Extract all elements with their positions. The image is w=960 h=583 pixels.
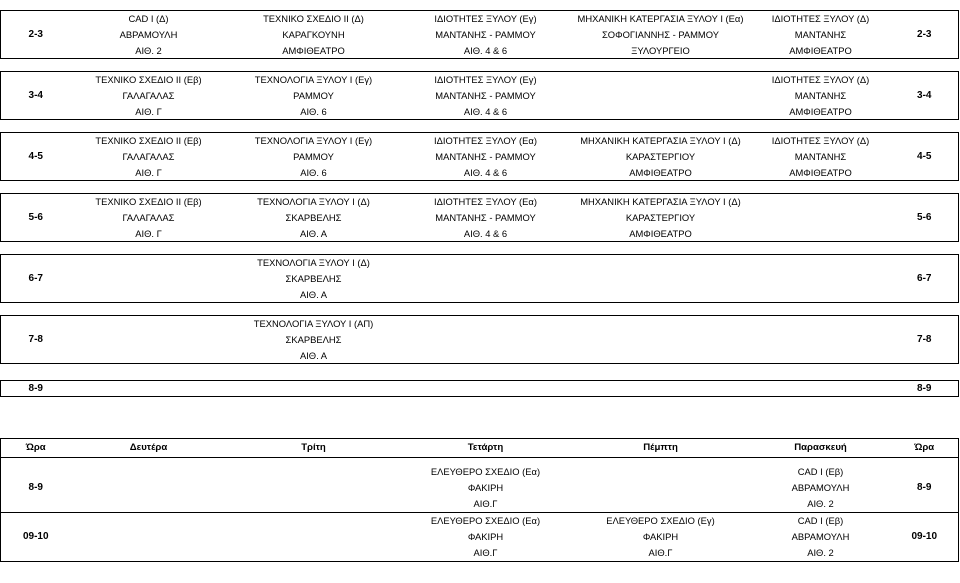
schedule-cell (71, 271, 227, 287)
schedule-cell (571, 104, 751, 120)
hour-label-right: 8-9 (891, 381, 959, 397)
schedule-cell (227, 381, 401, 397)
day-header-monday: Δευτέρα (71, 439, 227, 458)
schedule-cell (71, 513, 227, 530)
schedule-cell: ΑΙΘ.Γ (473, 498, 498, 510)
schedule-cell (227, 464, 401, 480)
schedule-cell: CAD I (Δ) (71, 11, 227, 27)
evening-schedule-table (0, 438, 959, 562)
schedule-cell (751, 348, 891, 364)
weekly-row (1, 226, 959, 242)
hour-label-right: 4-5 (891, 133, 959, 181)
hour-label-left: 4-5 (1, 133, 71, 181)
schedule-cell: ΙΔΙΟΤΗΤΕΣ ΞΥΛΟΥ (Εγ) (401, 72, 571, 88)
hour-label-left: 8-9 (1, 381, 71, 397)
evening-row (1, 513, 959, 530)
weekly-row (1, 104, 959, 120)
schedule-cell (401, 332, 571, 348)
schedule-cell: ΦΑΚΙΡΗ (467, 531, 504, 543)
schedule-cell: ΑΜΦΙΘΕΑΤΡΟ (751, 104, 891, 120)
schedule-cell (401, 348, 571, 364)
schedule-cell: ΑΙΘ. 4 & 6 (401, 226, 571, 242)
schedule-cell: ΑΙΘ. 6 (227, 104, 401, 120)
schedule-cell: ΜΑΝΤΑΝΗΣ - ΡΑΜΜΟΥ (435, 89, 536, 101)
schedule-cell: ΓΑΛΑΓΑΛΑΣ (122, 89, 175, 101)
evening-row (1, 464, 959, 480)
schedule-cell (571, 316, 751, 332)
schedule-cell: ΑΜΦΙΘΕΑΤΡΟ (227, 43, 401, 59)
day-header-thursday: Πέμπτη (571, 439, 751, 458)
schedule-cell (227, 513, 401, 530)
weekly-schedule-body (1, 11, 959, 397)
schedule-cell: ΑΙΘ. Α (227, 226, 401, 242)
schedule-cell: ΦΑΚΙΡΗ (642, 531, 679, 543)
weekly-row (1, 194, 959, 210)
hour-label-left: 3-4 (1, 72, 71, 120)
schedule-cell (571, 88, 751, 104)
schedule-cell: CAD I (Εβ) (751, 513, 891, 530)
evening-row (1, 496, 959, 513)
schedule-cell: ΤΕΧΝΙΚΟ ΣΧΕΔΙΟ ΙΙ (Εβ) (71, 194, 227, 210)
schedule-cell (751, 271, 891, 287)
schedule-cell: ΣΚΑΡΒΕΛΗΣ (285, 333, 342, 345)
schedule-cell: ΑΙΘ. 2 (807, 498, 834, 510)
day-header-wednesday: Τετάρτη (401, 439, 571, 458)
hour-label-left: 8-9 (28, 482, 43, 493)
schedule-cell: ΓΑΛΑΓΑΛΑΣ (122, 211, 175, 223)
schedule-cell: CAD I (Εβ) (797, 466, 844, 478)
row-spacer (1, 364, 959, 381)
schedule-cell: ΚΑΡΑΣΤΕΡΓΙΟΥ (625, 211, 696, 223)
schedule-cell (71, 496, 227, 513)
schedule-cell: ΜΑΝΤΑΝΗΣ - ΡΑΜΜΟΥ (435, 28, 536, 40)
schedule-cell: ΜΑΝΤΑΝΗΣ - ΡΑΜΜΟΥ (435, 150, 536, 162)
schedule-cell (71, 529, 227, 545)
schedule-cell: ΑΜΦΙΘΕΑΤΡΟ (571, 165, 751, 181)
schedule-cell: ΣΚΑΡΒΕΛΗΣ (285, 272, 342, 284)
schedule-cell: ΙΔΙΟΤΗΤΕΣ ΞΥΛΟΥ (Δ) (751, 72, 891, 88)
schedule-cell (751, 210, 891, 226)
row-spacer (1, 242, 959, 255)
schedule-cell (71, 255, 227, 271)
schedule-cell: ΤΕΧΝΙΚΟ ΣΧΕΔΙΟ ΙΙ (Εβ) (71, 133, 227, 149)
schedule-cell: ΑΒΡΑΜΟΥΛΗ (791, 482, 850, 494)
row-spacer (1, 303, 959, 316)
weekly-row (1, 332, 959, 348)
schedule-cell (751, 332, 891, 348)
schedule-cell (227, 529, 401, 545)
schedule-cell: ΜΑΝΤΑΝΗΣ (794, 150, 847, 162)
schedule-cell (751, 316, 891, 332)
schedule-cell: ΑΙΘ. Γ (71, 104, 227, 120)
schedule-cell (227, 496, 401, 513)
hour-header-left: Ώρα (1, 439, 71, 458)
schedule-cell: ΤΕΧΝΟΛΟΓΙΑ ΞΥΛΟΥ Ι (Εγ) (227, 133, 401, 149)
schedule-cell: ΙΔΙΟΤΗΤΕΣ ΞΥΛΟΥ (Δ) (751, 11, 891, 27)
weekly-row (1, 271, 959, 287)
schedule-cell (751, 226, 891, 242)
weekly-row (1, 316, 959, 332)
schedule-cell (571, 255, 751, 271)
schedule-cell (71, 348, 227, 364)
schedule-cell: ΑΙΘ. 4 & 6 (401, 104, 571, 120)
hour-label-right: 5-6 (891, 194, 959, 242)
schedule-cell (571, 72, 751, 88)
spacer-cell (1, 59, 959, 72)
schedule-cell: ΜΑΝΤΑΝΗΣ (794, 89, 847, 101)
schedule-cell: ΑΙΘ. 4 & 6 (401, 165, 571, 181)
schedule-cell (71, 545, 227, 562)
schedule-cell: ΤΕΧΝΟΛΟΓΙΑ ΞΥΛΟΥ Ι (Εγ) (227, 72, 401, 88)
schedule-cell: ΜΑΝΤΑΝΗΣ - ΡΑΜΜΟΥ (435, 211, 536, 223)
row-spacer (1, 59, 959, 72)
hour-header-right: Ώρα (891, 439, 959, 458)
spacer-cell (1, 303, 959, 316)
weekly-row (1, 381, 959, 397)
schedule-cell: ΜΗΧΑΝΙΚΗ ΚΑΤΕΡΓΑΣΙΑ ΞΥΛΟΥ Ι (Δ) (571, 133, 751, 149)
hour-label-left: 5-6 (1, 194, 71, 242)
weekly-row (1, 287, 959, 303)
schedule-cell (71, 480, 227, 496)
schedule-cell: ΑΒΡΑΜΟΥΛΗ (119, 28, 178, 40)
schedule-cell: ΑΙΘ. 6 (227, 165, 401, 181)
schedule-cell: ΜΗΧΑΝΙΚΗ ΚΑΤΕΡΓΑΣΙΑ ΞΥΛΟΥ Ι (Εα) (571, 11, 751, 27)
schedule-cell (227, 545, 401, 562)
schedule-cell: ΑΜΦΙΘΕΑΤΡΟ (571, 226, 751, 242)
schedule-cell: ΑΙΘ. Γ (71, 165, 227, 181)
weekly-row (1, 133, 959, 149)
schedule-cell: ΑΜΦΙΘΕΑΤΡΟ (751, 165, 891, 181)
weekly-row (1, 72, 959, 88)
schedule-cell: ΑΙΘ. Γ (71, 226, 227, 242)
evening-row (1, 480, 959, 496)
schedule-cell: ΑΙΘ.Γ (648, 547, 673, 559)
row-spacer (1, 120, 959, 133)
hour-label-right: 8-9 (917, 482, 932, 493)
schedule-cell (71, 287, 227, 303)
weekly-row (1, 43, 959, 59)
hour-label-left: 09-10 (1, 513, 71, 562)
schedule-cell (571, 271, 751, 287)
hour-label-left: 6-7 (1, 255, 71, 303)
schedule-cell: ΤΕΧΝΟΛΟΓΙΑ ΞΥΛΟΥ Ι (Δ) (227, 194, 401, 210)
schedule-cell (751, 381, 891, 397)
schedule-cell (401, 271, 571, 287)
spacer-cell (1, 181, 959, 194)
day-header-tuesday: Τρίτη (227, 439, 401, 458)
day-header-row (1, 439, 959, 458)
weekly-row (1, 88, 959, 104)
schedule-cell (751, 287, 891, 303)
schedule-cell: ΙΔΙΟΤΗΤΕΣ ΞΥΛΟΥ (Δ) (751, 133, 891, 149)
hour-label-right: 7-8 (891, 316, 959, 364)
schedule-cell: ΡΑΜΜΟΥ (293, 150, 334, 162)
schedule-cell: ΡΑΜΜΟΥ (293, 89, 334, 101)
weekly-row (1, 11, 959, 27)
schedule-cell: ΑΙΘ. Α (227, 348, 401, 364)
schedule-cell: ΕΛΕΥΘΕΡΟ ΣΧΕΔΙΟ (Εα) (430, 466, 541, 478)
schedule-cell (401, 381, 571, 397)
schedule-cell: ΤΕΧΝΙΚΟ ΣΧΕΔΙΟ ΙΙ (Δ) (227, 11, 401, 27)
schedule-cell (71, 332, 227, 348)
spacer-cell (1, 242, 959, 255)
schedule-cell: ΞΥΛΟΥΡΓΕΙΟ (571, 43, 751, 59)
schedule-cell: ΚΑΡΑΓΚΟΥΝΗ (282, 28, 345, 40)
schedule-cell (571, 464, 751, 480)
schedule-cell: ΜΑΝΤΑΝΗΣ (794, 28, 847, 40)
schedule-cell: ΑΙΘ.Γ (473, 547, 498, 559)
schedule-cell: ΤΕΧΝΟΛΟΓΙΑ ΞΥΛΟΥ Ι (Δ) (227, 255, 401, 271)
schedule-cell (571, 348, 751, 364)
schedule-cell (571, 381, 751, 397)
schedule-cell (751, 255, 891, 271)
weekly-row (1, 255, 959, 271)
weekly-schedule-table (0, 10, 959, 397)
schedule-cell (401, 316, 571, 332)
spacer-cell (1, 364, 959, 381)
schedule-cell (751, 194, 891, 210)
row-spacer (1, 181, 959, 194)
schedule-cell (401, 255, 571, 271)
schedule-cell (571, 332, 751, 348)
schedule-cell: ΑΙΘ. Α (227, 287, 401, 303)
schedule-cell: ΣΟΦΟΓΙΑΝΝΗΣ - ΡΑΜΜΟΥ (602, 28, 719, 40)
schedule-cell: ΤΕΧΝΙΚΟ ΣΧΕΔΙΟ ΙΙ (Εβ) (71, 72, 227, 88)
schedule-cell: ΙΔΙΟΤΗΤΕΣ ΞΥΛΟΥ (Εα) (401, 194, 571, 210)
weekly-row (1, 348, 959, 364)
schedule-cell: ΚΑΡΑΣΤΕΡΓΙΟΥ (625, 150, 696, 162)
evening-row (1, 529, 959, 545)
schedule-cell (571, 480, 751, 496)
hour-label-right: 3-4 (891, 72, 959, 120)
weekly-row (1, 149, 959, 165)
hour-label-right: 09-10 (891, 513, 959, 562)
schedule-cell: ΑΙΘ. 2 (807, 547, 834, 559)
hour-label-left: 7-8 (1, 316, 71, 364)
schedule-cell: ΕΛΕΥΘΕΡΟ ΣΧΕΔΙΟ (Εγ) (571, 513, 751, 530)
schedule-cell: ΙΔΙΟΤΗΤΕΣ ΞΥΛΟΥ (Εα) (401, 133, 571, 149)
weekly-row (1, 27, 959, 43)
day-header-friday: Παρασκευή (751, 439, 891, 458)
schedule-cell: ΑΙΘ. 2 (71, 43, 227, 59)
schedule-cell (227, 480, 401, 496)
schedule-cell (71, 316, 227, 332)
schedule-cell (71, 464, 227, 480)
schedule-cell: ΦΑΚΙΡΗ (467, 482, 504, 494)
schedule-cell (401, 287, 571, 303)
schedule-cell: ΓΑΛΑΓΑΛΑΣ (122, 150, 175, 162)
hour-label-left: 2-3 (1, 11, 71, 59)
weekly-row (1, 210, 959, 226)
evening-row (1, 545, 959, 562)
schedule-cell: ΑΙΘ. 4 & 6 (401, 43, 571, 59)
schedule-cell: ΜΗΧΑΝΙΚΗ ΚΑΤΕΡΓΑΣΙΑ ΞΥΛΟΥ Ι (Δ) (571, 194, 751, 210)
schedule-cell: ΙΔΙΟΤΗΤΕΣ ΞΥΛΟΥ (Εγ) (401, 11, 571, 27)
schedule-cell: ΕΛΕΥΘΕΡΟ ΣΧΕΔΙΟ (Εα) (401, 513, 571, 530)
schedule-cell (571, 496, 751, 513)
schedule-cell (571, 287, 751, 303)
weekly-row (1, 165, 959, 181)
schedule-cell: ΣΚΑΡΒΕΛΗΣ (285, 211, 342, 223)
schedule-cell: ΑΒΡΑΜΟΥΛΗ (791, 531, 850, 543)
schedule-cell: ΤΕΧΝΟΛΟΓΙΑ ΞΥΛΟΥ Ι (ΑΠ) (227, 316, 401, 332)
hour-label-right: 6-7 (891, 255, 959, 303)
evening-schedule-body (1, 458, 959, 562)
schedule-cell: ΑΜΦΙΘΕΑΤΡΟ (751, 43, 891, 59)
spacer-cell (1, 120, 959, 133)
hour-label-right: 2-3 (891, 11, 959, 59)
schedule-cell (71, 381, 227, 397)
